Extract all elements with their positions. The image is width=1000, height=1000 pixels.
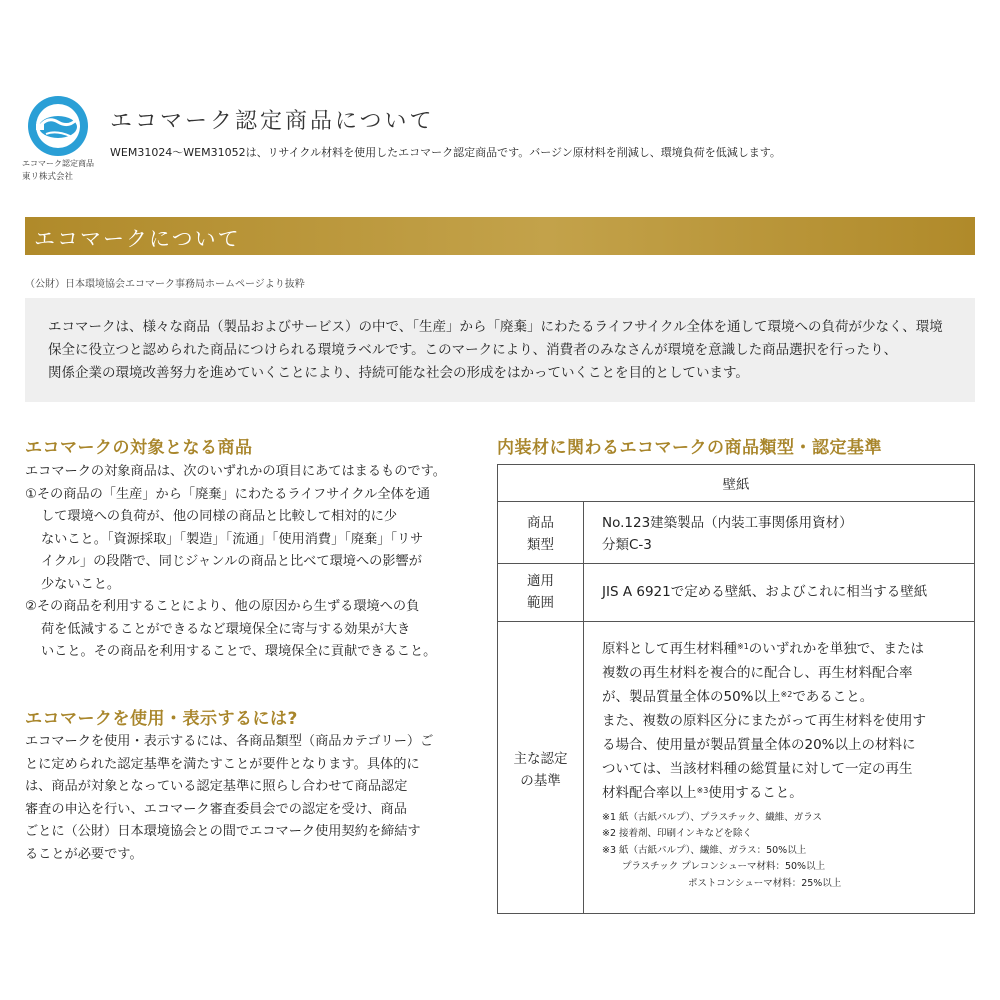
footnote: ※3 紙（古紙パルプ）、繊維、ガラス：50%以上 [602, 845, 807, 856]
intro-text: WEM31024～WEM31052は、リサイクル材料を使用したエコマーク認定商品です。バージン原材料を削減し、環境負荷を低減します。 [110, 146, 781, 159]
criteria-table [497, 464, 975, 914]
description-line: エコマークは、様々な商品（製品およびサービス）の中で、「生産」から「廃棄」にわたるライフサイクル全体を通して環境への負荷が少なく、環境 [48, 319, 943, 335]
table-divider [498, 621, 974, 622]
text-line: ①その商品の「生産」から「廃棄」にわたるライフサイクル全体を通 [25, 486, 431, 502]
text-line: して環境への負荷が、他の同様の商品と比較して相対的に少 [41, 509, 398, 524]
table-divider [498, 563, 974, 564]
company-name: 東リ株式会社 [22, 172, 74, 182]
description-text [48, 316, 960, 385]
criteria-value: 原料として再生材料種$^{※1}$のいずれかを単独で、または 複数の再生材料を複合的に配合し、再生材料配合率 が、製品質量全体の50%以上$^{※2}$であること。 また、複数の原料区分にまたがって再生材料を使用す る場合、使用量が製品質量全体の20%以上の材料に ついては、当該材料種の総質量に対して一定の再生 材料配合率以上$^{※3}$使用すること。 [602, 641, 926, 801]
target-text [25, 461, 480, 664]
text-line: ることが必要です。 [25, 846, 143, 862]
row-label-scope: 適用 範囲 [527, 573, 554, 611]
text-line: とに定められた認定基準を満たすことが要件となります。具体的に [25, 756, 420, 772]
ecomark-logo-icon [26, 94, 90, 158]
row-label-product-type: 商品 類型 [527, 515, 554, 553]
text-line: エコマークの対象商品は、次のいずれかの項目にあてはまるものです。 [25, 464, 446, 479]
text-line: ②その商品を利用することにより、他の原因から生ずる環境への負 [25, 599, 420, 614]
table-divider [498, 501, 974, 502]
usage-heading: エコマークを使用・表示するには? [25, 709, 298, 729]
text-line: いこと。その商品を利用することで、環境保全に貢献できること。 [41, 644, 437, 659]
text-line: イクル」の段階で、同じジャンルの商品と比べて環境への影響が [41, 554, 422, 569]
text-line: ごとに（公財）日本環境協会との間でエコマーク使用契約を締結す [25, 824, 421, 839]
footnote: ポストコンシューマ材料：25%以上 [688, 878, 842, 889]
description-line: 保全に役立つと認められた商品につけられる環境ラベルです。このマークにより、消費者のみなさんが環境を意識した商品選択を行ったり、 [48, 342, 898, 358]
footnote: ※2 接着剤、印刷インキなどを除く [602, 828, 753, 839]
text-line: 荷を低減することができるなど環境保全に寄与する効果が大き [41, 621, 411, 637]
logo-caption: エコマーク認定商品 [22, 159, 94, 168]
text-line: エコマークを使用・表示するには、各商品類型（商品カテゴリー）ご [25, 734, 434, 749]
product-type-value: No.123建築製品（内装工事関係用資材） 分類C-3 [602, 515, 853, 553]
target-heading: エコマークの対象となる商品 [25, 438, 253, 458]
footnote: プラスチック プレコンシューマ材料：50%以上 [622, 861, 826, 872]
usage-text [25, 731, 485, 866]
source-note: （公財）日本環境協会エコマーク事務局ホームページより抜粋 [25, 279, 305, 290]
banner-title: エコマークについて [34, 227, 241, 251]
criteria-heading: 内装材に関わるエコマークの商品類型・認定基準 [497, 438, 882, 458]
table-column-header: 壁紙 [722, 477, 750, 493]
row-label-criteria: 主な認定 の基準 [513, 751, 568, 789]
page-title: エコマーク認定商品について [110, 109, 435, 134]
description-line: 関係企業の環境改善努力を進めていくことにより、持続可能な社会の形成をはかっていくことを目的としています。 [48, 365, 749, 381]
footnote: ※1 紙（古紙パルプ）、プラスチック、繊維、ガラス [602, 812, 822, 823]
text-line: 少ないこと。 [41, 576, 121, 592]
scope-value: JIS A 6921で定める壁紙、およびこれに相当する壁紙 [602, 584, 928, 600]
text-line: は、商品が対象となっている認定基準に照らし合わせて商品認定 [25, 779, 408, 794]
text-line: ないこと。「資源採取」「製造」「流通」「使用消費」「廃棄」「リサ [41, 531, 424, 547]
text-line: 審査の申込を行い、エコマーク審査委員会での認定を受け、商品 [25, 801, 407, 817]
